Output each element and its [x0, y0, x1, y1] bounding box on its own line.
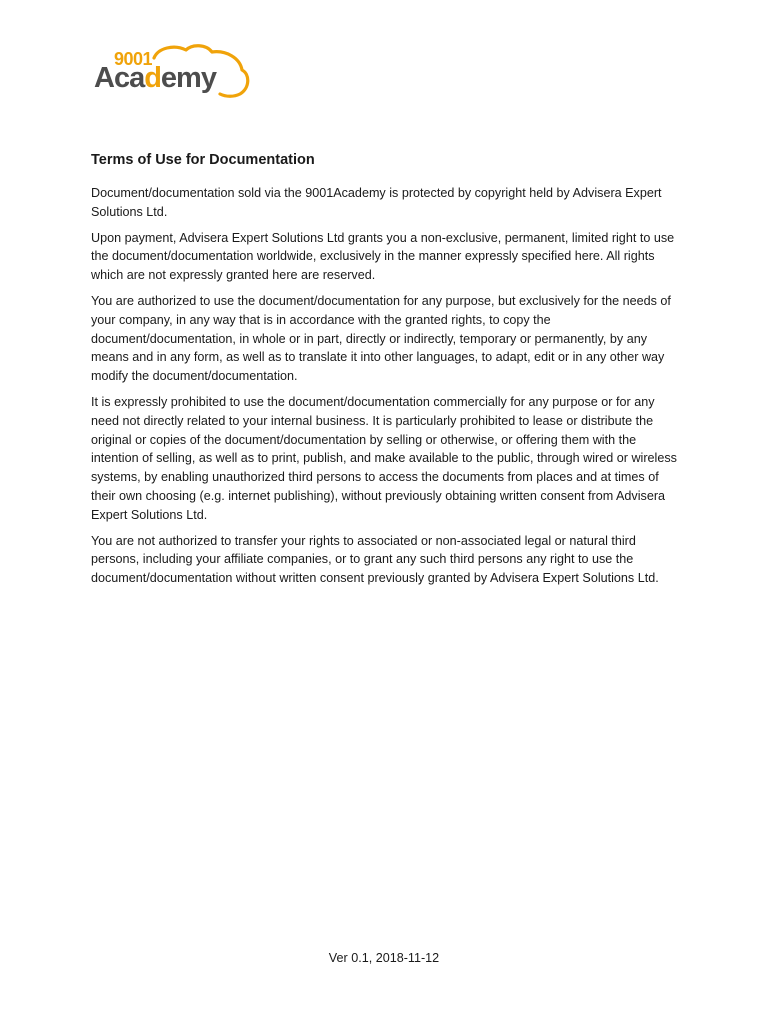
- paragraph-transfer-restriction: You are not authorized to transfer your rights to associated or non-associated legal or natural third persons, including your affiliate companies, or to grant any such third persons any right to use the document/documentation without written consent previously granted by Advisera Expert Solutions Ltd.: [91, 533, 659, 586]
- logo-word-start: Aca: [94, 62, 145, 94]
- brand-logo: [94, 44, 254, 102]
- paragraph-license-grant: Upon payment, Advisera Expert Solutions Ltd grants you a non-exclusive, permanent, limited right to use the document/documentation worldwide, exclusively in the manner expressly specified here. All rights which are not expressly granted here are reserved.: [91, 230, 675, 283]
- document-title: Terms of Use for Documentation: [91, 152, 315, 168]
- version-footer: Ver 0.1, 2018-11-12: [328, 951, 440, 965]
- paragraph-prohibited-use: It is expressly prohibited to use the document/documentation commercially for any purpose or for any need not directly related to your internal business. It is particularly prohibited to lease or distribute the original or copies of the document/documentation by selling or otherwise, or offering them with the intention of selling, as well as to print, publish, and make available to the public, through wired or wireless systems, by enabling unauthorized third persons to access the documents from places and at times of their own choosing (e.g. internet publishing), without previously obtaining written consent from Advisera Expert Solutions Ltd.: [91, 394, 677, 522]
- document-body: [91, 150, 681, 595]
- paragraph-authorized-use: You are authorized to use the document/documentation for any purpose, but exclusively for the needs of your company, in any way that is in accordance with the granted rights, to copy the document/documentation, in whole or in part, directly or indirectly, temporary or permanently, by any means and in any form, as well as to translate it into other languages, to adapt, edit or in any other way modify the document/documentation.: [91, 293, 671, 384]
- logo-number: 9001: [114, 49, 153, 69]
- logo-word-end: emy: [160, 62, 216, 94]
- logo-word-accent: d: [144, 62, 161, 94]
- logo-wordmark: [94, 64, 216, 93]
- paragraph-copyright: Document/documentation sold via the 9001Academy is protected by copyright held by Advisera Expert Solutions Ltd.: [91, 186, 662, 219]
